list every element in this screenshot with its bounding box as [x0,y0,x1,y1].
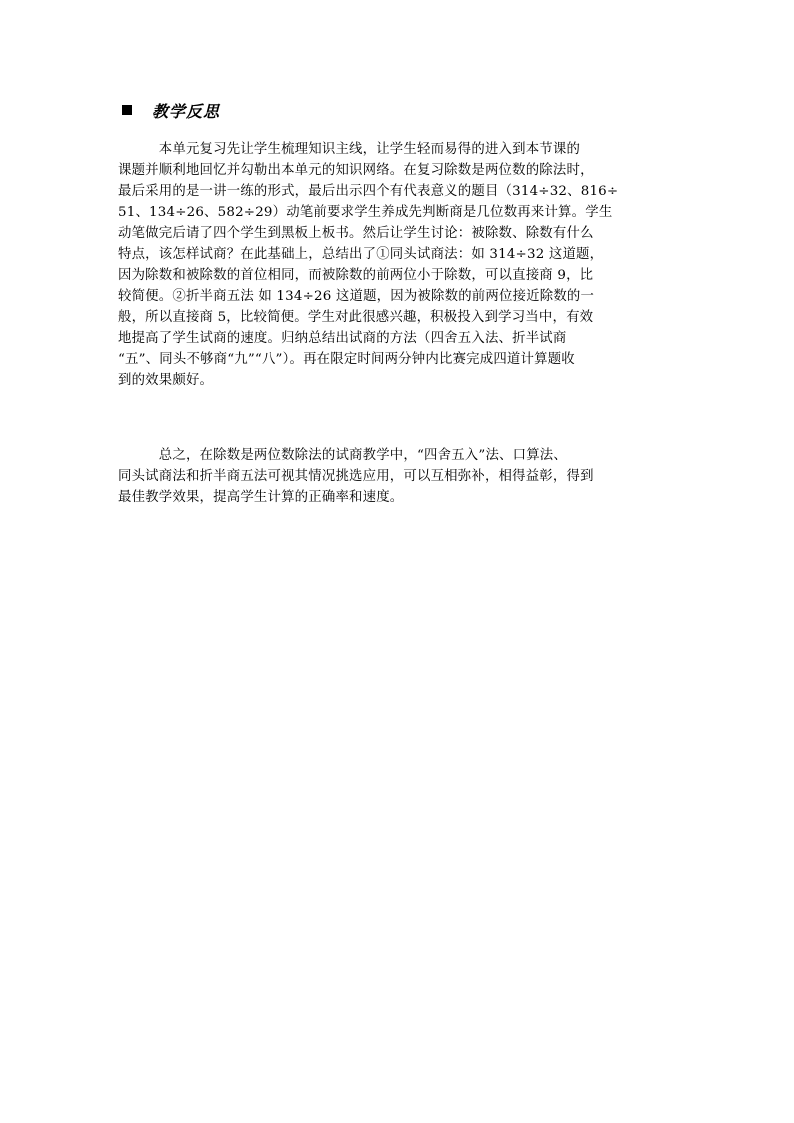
paragraph-line: 较简便。②折半商五法 如 134÷26 这道题，因为被除数的前两位接近除数的一 [118,289,595,304]
paragraph-line: 同头试商法和折半商五法可视其情况挑选应用，可以互相弥补，相得益彰，得到 [118,469,594,484]
paragraph-line: 课题并顺利地回忆并勾勒出本单元的知识网络。在复习除数是两位数的除法时， [118,163,594,178]
paragraph-line: 地提高了学生试商的速度。归纳总结出试商的方法（四舍五入法、折半试商 [118,331,567,346]
paragraph-line: 到的效果颇好。 [118,373,214,388]
paragraph-1 [118,139,676,391]
paragraph-line: “五”、同头不够商“九”“八”）。再在限定时间两分钟内比赛完成四道计算题收 [118,352,575,367]
paragraph-line: 最后采用的是一讲一练的形式，最后出示四个有代表意义的题目（314÷32、816÷ [118,184,619,199]
paragraph-line: 动笔做完后请了四个学生到黑板上板书。然后让学生讨论：被除数、除数有什么 [118,226,594,241]
paragraph-line: 般，所以直接商 5，比较简便。学生对此很感兴趣，积极投入到学习当中，有效 [118,310,594,325]
paragraph-2 [118,445,676,508]
paragraph-line: 特点，该怎样试商？在此基础上，总结出了①同头试商法：如 314÷32 这道题， [118,247,604,262]
paragraph-line: 最佳教学效果，提高学生计算的正确率和速度。 [118,490,404,505]
section-heading [122,98,220,122]
paragraph-line: 本单元复习先让学生梳理知识主线，让学生轻而易得的进入到本节课的 [118,142,581,157]
square-bullet-icon [122,105,132,115]
paragraph-line: 因为除数和被除数的首位相同，而被除数的前两位小于除数，可以直接商 9，比 [118,268,594,283]
paragraph-line: 总之，在除数是两位数除法的试商教学中，“四舍五入”法、口算法、 [118,448,567,463]
paragraph-line: 51、134÷26、582÷29）动笔前要求学生养成先判断商是几位数再来计算。学生 [118,205,613,220]
section-title: 教学反思 [152,101,221,121]
